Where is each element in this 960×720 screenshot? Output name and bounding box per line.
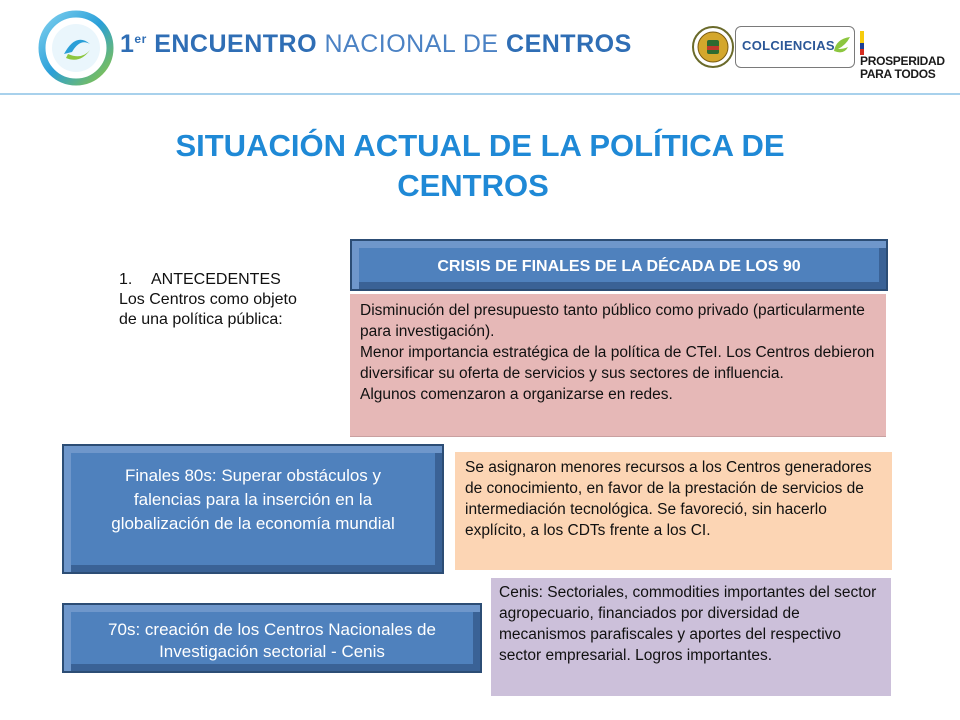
colciencias-logo bbox=[735, 26, 855, 68]
crisis-90s-description-box bbox=[350, 294, 886, 437]
prosperidad-line2: PARA TODOS bbox=[860, 67, 936, 81]
event-title-bold1: ENCUENTRO bbox=[154, 30, 318, 58]
event-number: 1 bbox=[120, 30, 135, 58]
header-divider bbox=[0, 93, 960, 95]
event-title-bold2: CENTROS bbox=[506, 30, 632, 58]
slide-title-line2: CENTROS bbox=[397, 168, 549, 203]
setentas-text: Cenis: Sectoriales, commodities importantes del sector agropecuario, financiados por diversidad de mecanismos parafiscales y aportes del respectivo sector empresarial. Logros importantes. bbox=[499, 584, 877, 664]
crisis-90s-text2: Menor importancia estratégica de la política de CTeI. Los Centros debieron diversificar su oferta de servicios y sus sectores de influencia. bbox=[360, 344, 875, 382]
colombia-flag-icon bbox=[860, 31, 864, 55]
antecedentes-number: 1. bbox=[119, 271, 133, 288]
finales-80s-label-box bbox=[62, 444, 444, 574]
finales-80s-text: Se asignaron menores recursos a los Centros generadores de conocimiento, en favor de la prestación de servicios de intermediación tecnológica. Se favoreció, sin hacerlo explícito, a los CDTs frente a los CI. bbox=[465, 459, 872, 539]
slide-title-line1: SITUACIÓN ACTUAL DE LA POLÍTICA DE bbox=[175, 128, 785, 163]
finales-80s-label: Finales 80s: Superar obstáculos y falencias para la inserción en la globalización de la economía mundial bbox=[111, 466, 395, 533]
colciencias-leaf-icon bbox=[832, 35, 852, 57]
setentas-description-box bbox=[491, 578, 891, 696]
setentas-label: 70s: creación de los Centros Nacionales de Investigación sectorial - Cenis bbox=[108, 620, 436, 661]
prosperidad-line1: PROSPERIDAD bbox=[860, 54, 945, 68]
event-logo-icon bbox=[36, 8, 116, 88]
slide-header bbox=[0, 0, 960, 95]
prosperidad-logo bbox=[860, 31, 950, 83]
antecedentes-text bbox=[119, 270, 349, 330]
colombia-seal-icon bbox=[692, 25, 734, 69]
event-title bbox=[120, 30, 632, 59]
setentas-label-box bbox=[62, 603, 482, 673]
antecedentes-heading bbox=[119, 270, 349, 290]
finales-80s-description-box bbox=[455, 452, 892, 570]
event-number-suffix: er bbox=[134, 32, 147, 46]
crisis-90s-text3: Algunos comenzaron a organizarse en redes. bbox=[360, 386, 673, 403]
colciencias-text: COLCIENCIAS bbox=[742, 38, 835, 53]
crisis-90s-label-box bbox=[350, 239, 888, 291]
crisis-90s-text1: Disminución del presupuesto tanto público como privado (particularmente para investigación). bbox=[360, 302, 865, 340]
slide-title bbox=[0, 126, 960, 206]
event-title-light: NACIONAL DE bbox=[324, 30, 499, 58]
antecedentes-line3: de una política pública: bbox=[119, 311, 283, 328]
antecedentes-line2: Los Centros como objeto bbox=[119, 291, 297, 308]
antecedentes-heading-label: ANTECEDENTES bbox=[151, 271, 281, 288]
crisis-90s-label: CRISIS DE FINALES DE LA DÉCADA DE LOS 90 bbox=[437, 258, 801, 275]
